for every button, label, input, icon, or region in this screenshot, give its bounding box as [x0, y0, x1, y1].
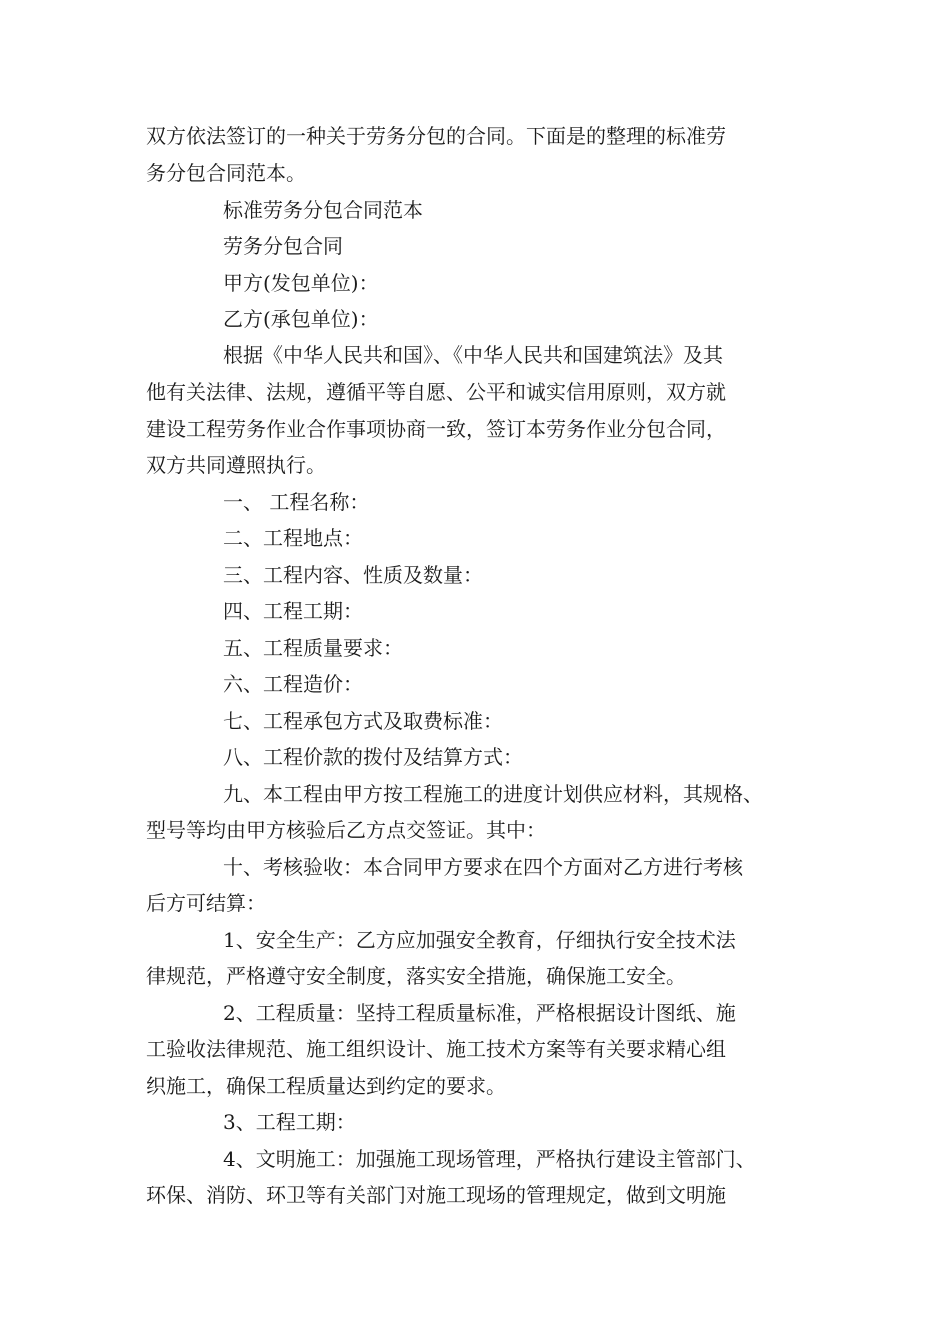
clause-10: 十、考核验收：本合同甲方要求在四个方面对乙方进行考核: [223, 855, 743, 879]
clause-4: 四、工程工期：: [223, 599, 363, 623]
party-a-line: 甲方(发包单位)：: [223, 271, 379, 295]
clause-1: 一、 工程名称：: [223, 490, 370, 514]
sub-item-2: 2、工程质量：坚持工程质量标准，严格根据设计图纸、施: [223, 1001, 736, 1025]
text-line: 织施工，确保工程质量达到约定的要求。: [146, 1074, 506, 1098]
sub-item-4: 4、文明施工：加强施工现场管理，严格执行建设主管部门、: [223, 1147, 756, 1171]
clause-3: 三、工程内容、性质及数量：: [223, 563, 483, 587]
text-line: 工验收法律规范、施工组织设计、施工技术方案等有关要求精心组: [146, 1037, 726, 1061]
clause-7: 七、工程承包方式及取费标准：: [223, 709, 503, 733]
text-line: 根据《中华人民共和国》、《中华人民共和国建筑法》及其: [223, 343, 723, 367]
text-line: 务分包合同范本。: [146, 161, 306, 185]
clause-8: 八、工程价款的拨付及结算方式：: [223, 745, 523, 769]
party-b-line: 乙方(承包单位)：: [223, 307, 379, 331]
text-line: 环保、消防、环卫等有关部门对施工现场的管理规定，做到文明施: [146, 1183, 726, 1207]
contract-title: 劳务分包合同: [223, 234, 343, 258]
clause-9: 九、本工程由甲方按工程施工的进度计划供应材料，其规格、: [223, 782, 763, 806]
sub-item-1: 1、安全生产：乙方应加强安全教育，仔细执行安全技术法: [223, 928, 736, 952]
text-line: 他有关法律、法规，遵循平等自愿、公平和诚实信用原则，双方就: [146, 380, 726, 404]
text-line: 建设工程劳务作业合作事项协商一致，签订本劳务作业分包合同，: [146, 417, 726, 441]
clause-5: 五、工程质量要求：: [223, 636, 403, 660]
text-line: 型号等均由甲方核验后乙方点交签证。其中：: [146, 818, 546, 842]
text-line: 律规范，严格遵守安全制度，落实安全措施，确保施工安全。: [146, 964, 686, 988]
text-line: 后方可结算：: [146, 891, 266, 915]
clause-2: 二、工程地点：: [223, 526, 363, 550]
text-line: 双方依法签订的一种关于劳务分包的合同。下面是的整理的标准劳: [146, 124, 726, 148]
doc-heading: 标准劳务分包合同范本: [223, 198, 423, 222]
sub-item-3: 3、工程工期：: [223, 1110, 356, 1134]
clause-6: 六、工程造价：: [223, 672, 363, 696]
text-line: 双方共同遵照执行。: [146, 453, 326, 477]
